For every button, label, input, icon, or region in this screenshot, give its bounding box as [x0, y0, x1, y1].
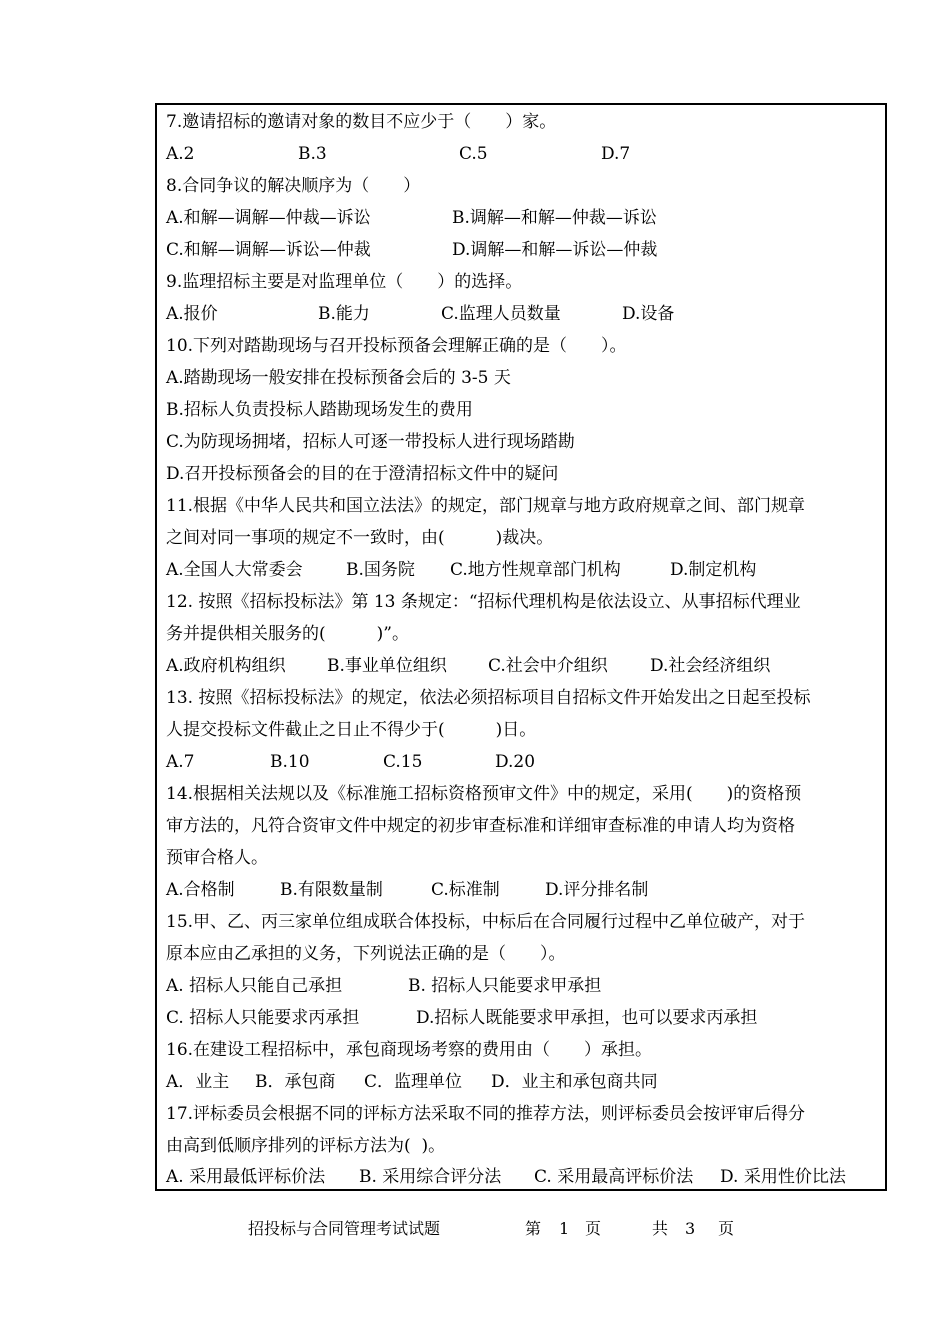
q10-option-b: B.招标人负责投标人踏勘现场发生的费用 — [166, 400, 473, 420]
q14-option-d: D.评分排名制 — [545, 880, 649, 900]
q12-option-d: D.社会经济组织 — [650, 656, 771, 676]
footer-total-pages: 3 — [685, 1219, 696, 1238]
q9-option-c: C.监理人员数量 — [441, 304, 561, 324]
footer-exam-title: 招投标与合同管理考试试题 — [248, 1219, 441, 1238]
q13-option-d: D.20 — [495, 752, 536, 772]
q17-option-c: C. 采用最高评标价法 — [534, 1167, 694, 1187]
q10-option-d: D.召开投标预备会的目的在于澄清招标文件中的疑问 — [166, 464, 559, 484]
question-9-stem: 9.监理招标主要是对监理单位（ ）的选择。 — [166, 272, 523, 292]
q12-option-a: A.政府机构组织 — [166, 656, 286, 676]
q13-option-b: B.10 — [270, 752, 310, 772]
question-17-stem-line1: 17.评标委员会根据不同的评标方法采取不同的推荐方法，则评标委员会按评审后得分 — [166, 1104, 806, 1124]
q7-option-a: A.2 — [166, 144, 195, 164]
q14-option-a: A.合格制 — [166, 880, 235, 900]
q11-option-b: B.国务院 — [346, 560, 415, 580]
q13-option-a: A.7 — [166, 752, 195, 772]
q11-option-c: C.地方性规章部门机构 — [450, 560, 621, 580]
footer-total-suffix: 页 — [718, 1219, 735, 1238]
q7-option-c: C.5 — [459, 144, 488, 164]
q15-option-d: D.招标人既能要求甲承担，也可以要求丙承担 — [416, 1008, 758, 1028]
q15-option-a: A. 招标人只能自己承担 — [166, 976, 343, 996]
question-12-stem-line1: 12. 按照《招标投标法》第 13 条规定：“招标代理机构是依法设立、从事招标代理业 — [166, 592, 801, 612]
q11-option-a: A.全国人大常委会 — [166, 560, 303, 580]
question-13-stem-line1: 13. 按照《招标投标法》的规定，依法必须招标项目自招标文件开始发出之日起至投标 — [166, 688, 811, 708]
q8-option-d: D.调解—和解—诉讼—仲裁 — [452, 240, 658, 260]
question-13-stem-line2: 人提交投标文件截止之日止不得少于( )日。 — [166, 720, 537, 740]
q14-option-c: C.标准制 — [431, 880, 500, 900]
q7-option-b: B.3 — [298, 144, 327, 164]
q15-option-c: C. 招标人只能要求丙承担 — [166, 1008, 360, 1028]
q17-option-b: B. 采用综合评分法 — [359, 1167, 502, 1187]
question-15-stem-line1: 15.甲、乙、丙三家单位组成联合体投标，中标后在合同履行过程中乙单位破产，对于 — [166, 912, 806, 932]
footer-page-number: 1 — [559, 1219, 570, 1238]
question-14-stem-line3: 预审合格人。 — [166, 848, 268, 868]
q12-option-b: B.事业单位组织 — [327, 656, 447, 676]
q17-option-d: D. 采用性价比法 — [720, 1167, 846, 1187]
q8-option-c: C.和解—调解—诉讼—仲裁 — [166, 240, 371, 260]
q14-option-b: B.有限数量制 — [280, 880, 383, 900]
question-10-stem: 10.下列对踏勘现场与召开投标预备会理解正确的是（ ）。 — [166, 336, 627, 356]
q12-option-c: C.社会中介组织 — [488, 656, 608, 676]
q9-option-a: A.报价 — [166, 304, 218, 324]
q15-option-b: B. 招标人只能要求甲承担 — [408, 976, 602, 996]
q16-option-b: B．承包商 — [255, 1072, 336, 1092]
question-7-stem: 7.邀请招标的邀请对象的数目不应少于（ ）家。 — [166, 112, 557, 132]
q13-option-c: C.15 — [383, 752, 423, 772]
q9-option-d: D.设备 — [622, 304, 675, 324]
question-17-stem-line2: 由高到低顺序排列的评标方法为( )。 — [166, 1136, 446, 1156]
question-8-stem: 8.合同争议的解决顺序为（ ） — [166, 176, 421, 196]
question-15-stem-line2: 原本应由乙承担的义务，下列说法正确的是（ ）。 — [166, 944, 566, 964]
question-14-stem-line2: 审方法的，凡符合资审文件中规定的初步审查标准和详细审查标准的申请人均为资格 — [166, 816, 795, 836]
question-11-stem-line1: 11.根据《中华人民共和国立法法》的规定，部门规章与地方政府规章之间、部门规章 — [166, 496, 806, 516]
question-11-stem-line2: 之间对同一事项的规定不一致时，由( )裁决。 — [166, 528, 554, 548]
q16-option-d: D．业主和承包商共同 — [491, 1072, 658, 1092]
q8-option-b: B.调解—和解—仲裁—诉讼 — [452, 208, 657, 228]
q7-option-d: D.7 — [601, 144, 631, 164]
question-12-stem-line2: 务并提供相关服务的( )”。 — [166, 624, 409, 644]
footer-total-prefix: 共 — [652, 1219, 669, 1238]
question-14-stem-line1: 14.根据相关法规以及《标准施工招标资格预审文件》中的规定，采用( )的资格预 — [166, 784, 802, 804]
q11-option-d: D.制定机构 — [670, 560, 757, 580]
q9-option-b: B.能力 — [318, 304, 370, 324]
footer-page-suffix: 页 — [585, 1219, 602, 1238]
q10-option-c: C.为防现场拥堵，招标人可逐一带投标人进行现场踏勘 — [166, 432, 575, 452]
q17-option-a: A. 采用最低评标价法 — [166, 1167, 326, 1187]
q16-option-a: A．业主 — [166, 1072, 230, 1092]
q8-option-a: A.和解—调解—仲裁—诉讼 — [166, 208, 371, 228]
q16-option-c: C．监理单位 — [364, 1072, 463, 1092]
question-16-stem: 16.在建设工程招标中，承包商现场考察的费用由（ ）承担。 — [166, 1040, 653, 1060]
footer-page-prefix: 第 — [525, 1219, 542, 1238]
q10-option-a: A.踏勘现场一般安排在投标预备会后的 3-5 天 — [166, 368, 511, 388]
